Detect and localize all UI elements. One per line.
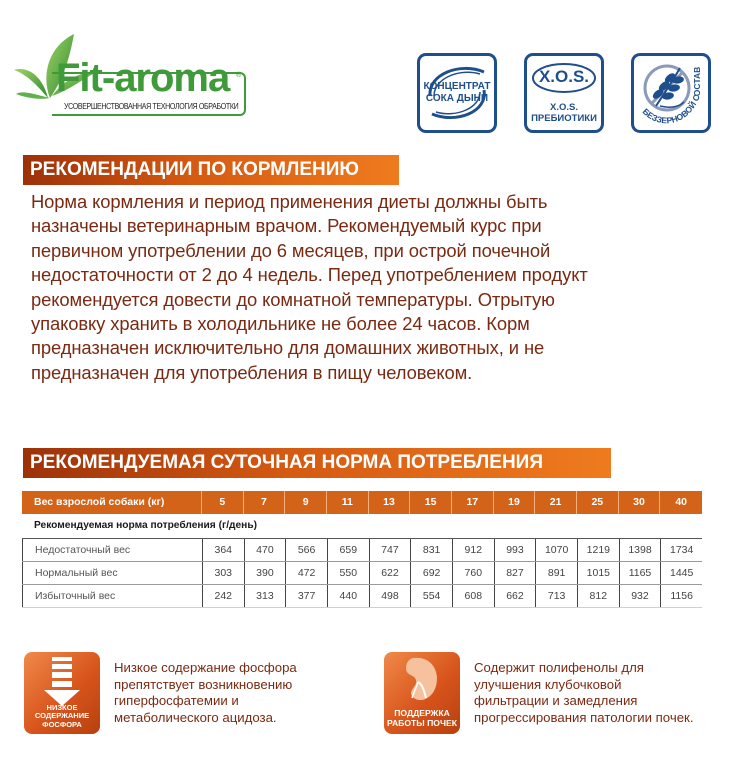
tile-label bbox=[384, 708, 460, 728]
cell: 662 bbox=[494, 585, 536, 607]
registered-mark: ® bbox=[236, 72, 242, 79]
table-row bbox=[22, 562, 702, 585]
cell: 554 bbox=[410, 585, 452, 607]
feature-line: улучшения клубочковой bbox=[474, 676, 622, 692]
cell: 242 bbox=[202, 585, 244, 607]
header-weight: 30 bbox=[619, 491, 661, 514]
cell: 440 bbox=[327, 585, 369, 607]
table-body bbox=[22, 538, 702, 608]
feature-low-phosphorus bbox=[24, 652, 354, 736]
cell: 827 bbox=[494, 562, 536, 584]
cell: 390 bbox=[244, 562, 286, 584]
feeding-line: предназначен исключительно для домашних животных, и не bbox=[31, 337, 545, 359]
norm-section-title: РЕКОМЕНДУЕМАЯ СУТОЧНАЯ НОРМА ПОТРЕБЛЕНИЯ bbox=[23, 448, 611, 478]
cell: 498 bbox=[369, 585, 411, 607]
feature-line: гиперфосфатемии и bbox=[114, 693, 239, 708]
table-header-row bbox=[22, 491, 702, 514]
cell: 831 bbox=[410, 539, 452, 561]
feeding-line: упаковку хранить в холодильнике не более 24 часов. Корм bbox=[31, 313, 530, 335]
cell: 608 bbox=[452, 585, 494, 607]
cell: 1165 bbox=[619, 562, 661, 584]
header-weight: 11 bbox=[327, 491, 369, 514]
cell: 303 bbox=[202, 562, 244, 584]
tile-line: ФОСФОРА bbox=[42, 719, 82, 729]
feature-line: фильтрации и замедления bbox=[474, 693, 638, 708]
xos-logo: X.O.S. bbox=[538, 67, 590, 86]
tile-line: РАБОТЫ ПОЧЕК bbox=[387, 718, 457, 728]
header-weight: 15 bbox=[410, 491, 452, 514]
cell: 1219 bbox=[577, 539, 619, 561]
cell: 747 bbox=[369, 539, 411, 561]
grain-free-icon bbox=[634, 56, 708, 130]
cell: 1445 bbox=[660, 562, 702, 584]
cell: 692 bbox=[410, 562, 452, 584]
feature-line: Содержит полифенолы для bbox=[474, 660, 644, 675]
feeding-section-title: РЕКОМЕНДАЦИИ ПО КОРМЛЕНИЮ bbox=[23, 155, 399, 185]
cell: 470 bbox=[244, 539, 286, 561]
feature-line: прогрессирования патологии почек. bbox=[474, 709, 694, 725]
tile-line: СОДЕРЖАНИЕ bbox=[34, 711, 90, 720]
table-row bbox=[22, 539, 702, 562]
badge-melon-line2: СОКА ДЫНИ bbox=[425, 93, 489, 104]
badge-xos-line1: X.O.S. bbox=[550, 102, 578, 113]
cell: 912 bbox=[452, 539, 494, 561]
header-weight: 7 bbox=[244, 491, 286, 514]
cell: 932 bbox=[619, 585, 661, 607]
badge-melon-juice bbox=[417, 53, 497, 133]
cell: 550 bbox=[327, 562, 369, 584]
feeding-line: предназначен для употребления в пищу человеком. bbox=[31, 361, 473, 383]
feeding-paragraph bbox=[31, 190, 651, 385]
brand-logo bbox=[12, 28, 244, 111]
cell: 891 bbox=[535, 562, 577, 584]
feeding-line: рекомендуется довести до комнатной температуры. Отрытую bbox=[31, 288, 555, 310]
header-weight: 9 bbox=[285, 491, 327, 514]
badge-xos-line2: ПРЕБИОТИКИ bbox=[531, 113, 597, 124]
feeding-line: первичном употреблении до 6 месяцев, при острой почечной bbox=[31, 239, 551, 261]
feature-line: Низкое содержание фосфора bbox=[114, 660, 297, 675]
kidney-support-tile bbox=[384, 652, 460, 734]
header-weight: 25 bbox=[577, 491, 619, 514]
brand-name: Fit-aroma bbox=[56, 56, 230, 100]
kidney-icon bbox=[384, 652, 460, 712]
header-weight: 19 bbox=[494, 491, 536, 514]
feeding-line: Норма кормления и период применения диеты должны быть bbox=[31, 191, 548, 212]
row-label: Недостаточный вес bbox=[22, 539, 202, 561]
daily-norm-table bbox=[22, 491, 702, 608]
feeding-line: назначены ветеринарным врачом. Рекомендуемый курс при bbox=[31, 215, 542, 237]
row-label: Избыточный вес bbox=[22, 585, 202, 607]
header-weight-label: Вес взрослой собаки (кг) bbox=[22, 491, 202, 514]
cell: 472 bbox=[285, 562, 327, 584]
cell: 713 bbox=[535, 585, 577, 607]
table-row bbox=[22, 585, 702, 608]
table-subheader: Рекомендуемая норма потребления (г/день) bbox=[34, 520, 257, 531]
feature-description bbox=[114, 660, 297, 726]
badge-xos bbox=[524, 53, 604, 133]
cell: 760 bbox=[452, 562, 494, 584]
brand-tagline: УСОВЕРШЕНСТВОВАННАЯ ТЕХНОЛОГИЯ ОБРАБОТКИ bbox=[64, 102, 239, 111]
cell: 1070 bbox=[535, 539, 577, 561]
cell: 622 bbox=[369, 562, 411, 584]
header-weight: 17 bbox=[452, 491, 494, 514]
tile-label bbox=[24, 704, 100, 730]
cell: 364 bbox=[202, 539, 244, 561]
tile-line: ПОДДЕРЖКА bbox=[394, 708, 450, 718]
tile-line: НИЗКОЕ bbox=[46, 702, 78, 712]
feeding-line: недостаточности от 2 до 4 недель. Перед употреблением продукт bbox=[31, 264, 588, 286]
cell: 1015 bbox=[577, 562, 619, 584]
cell: 566 bbox=[285, 539, 327, 561]
feature-line: метаболического ацидоза. bbox=[114, 709, 277, 725]
cell: 313 bbox=[244, 585, 286, 607]
cell: 1398 bbox=[619, 539, 661, 561]
cell: 993 bbox=[494, 539, 536, 561]
badge-grain-free bbox=[631, 53, 711, 133]
row-label: Нормальный вес bbox=[22, 562, 202, 584]
feature-description bbox=[474, 660, 694, 726]
badge-grain-free-label: БЕЗЗЕРНОВОЙ СОСТАВ bbox=[640, 66, 702, 126]
feature-line: препятствует возникновению bbox=[114, 676, 293, 692]
feature-kidney-support bbox=[384, 652, 714, 736]
cell: 812 bbox=[577, 585, 619, 607]
header-weight: 40 bbox=[675, 496, 687, 508]
header-weight: 21 bbox=[535, 491, 577, 514]
header-weight: 5 bbox=[202, 491, 244, 514]
header-weight: 13 bbox=[369, 491, 411, 514]
badge-melon-line1: КОНЦЕНТРАТ bbox=[423, 81, 491, 92]
low-phosphorus-tile bbox=[24, 652, 100, 734]
cell: 1734 bbox=[660, 539, 702, 561]
cell: 1156 bbox=[660, 585, 702, 607]
cell: 659 bbox=[327, 539, 369, 561]
cell: 377 bbox=[285, 585, 327, 607]
